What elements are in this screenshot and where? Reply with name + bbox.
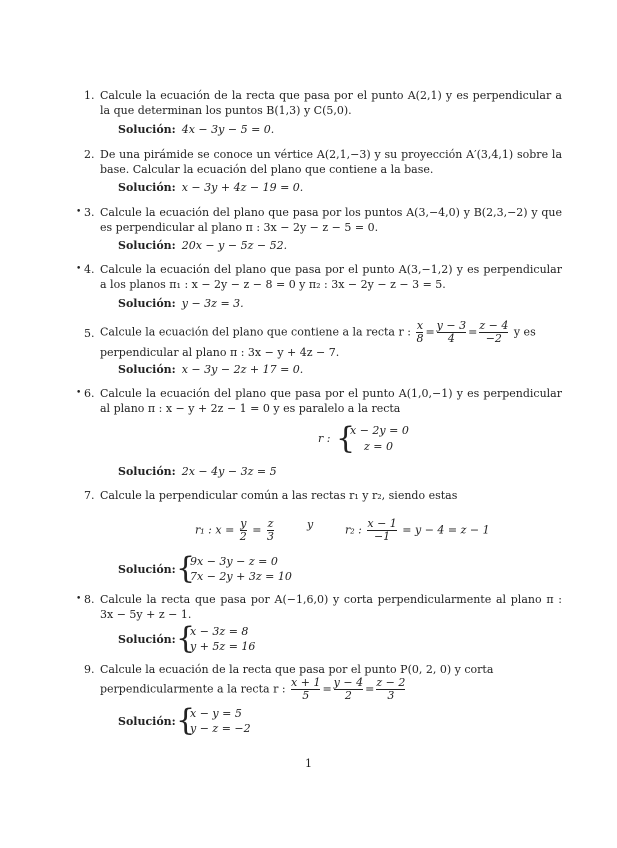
solution-text: x − 3y − 2z + 17 = 0. (181, 363, 304, 376)
frac-den: 3 (376, 689, 405, 702)
solution-eq-2: y + 5z = 16 (190, 640, 256, 653)
problem-6 (76, 386, 562, 416)
fraction-x (367, 518, 396, 543)
frac-num: x − 1 (367, 517, 397, 530)
solution-label: Solución: (118, 465, 176, 478)
brace-icon: { (336, 421, 356, 456)
solution-label: Solución: (118, 181, 176, 194)
frac-den: 4 (437, 332, 466, 345)
problem-text-after: y es (513, 325, 536, 339)
solution-eq-1: x − 3z = 8 (190, 625, 249, 638)
page-number: 1 (305, 757, 312, 770)
connector-y: y (307, 518, 314, 531)
problem-number: 5. (84, 327, 95, 340)
frac-num: y − 4 (333, 676, 364, 689)
problem-text-line2: perpendicular al plano π : 3x − y + 4z − 7. (100, 346, 340, 359)
fraction-y (334, 677, 363, 702)
r2-label: r₂ : (345, 523, 362, 537)
recta-label: r : (318, 432, 331, 445)
brace-icon: { (176, 551, 196, 586)
frac-den: −1 (367, 530, 396, 543)
bullet-mark: • (76, 388, 82, 398)
problem-number: 6. (84, 387, 95, 400)
fraction-y (240, 518, 247, 543)
solution-eq-2: y − z = −2 (190, 722, 251, 735)
solution-eq-1: x − y = 5 (190, 707, 242, 720)
rectas-r1-r2 (195, 510, 495, 544)
problem-2 (84, 147, 562, 177)
fraction-z (267, 518, 274, 543)
problem-text: Calcule la recta que pasa por A(−1,6,0) y corta perpendicularmente al plano π : 3x − 5y + z − 1. (100, 593, 562, 621)
r1-eq-sign: = (252, 523, 262, 537)
problem-8 (76, 592, 562, 622)
solution-label: Solución: (118, 123, 176, 136)
recta-eq-2: z = 0 (364, 440, 394, 453)
solution-2 (118, 180, 303, 195)
solution-1 (118, 122, 274, 137)
brace-icon: { (176, 703, 196, 738)
fraction-y (437, 320, 466, 345)
problem-text: Calcule la ecuación de la recta que pasa por el punto A(2,1) y es perpendicular a la que determinan los puntos B(1,3) y C(5,0). (100, 89, 562, 117)
frac-num: x + 1 (291, 676, 321, 689)
frac-den: −2 (479, 332, 508, 345)
solution-text: 20x − y − 5z − 52. (181, 239, 288, 252)
problem-number: 1. (84, 89, 95, 102)
r1-label: r₁ : x = (195, 523, 235, 537)
fraction-z (376, 677, 405, 702)
problem-text: De una pirámide se conoce un vértice A(2,1,−3) y su proyección A′(3,4,1) sobre la base. Calcular la ecuación del plano que contiene a la base. (100, 148, 562, 176)
solution-text: 4x − 3y − 5 = 0. (181, 123, 275, 136)
solution-4 (118, 296, 244, 311)
solution-6 (118, 464, 277, 479)
frac-den: 3 (267, 530, 275, 543)
problem-number: 8. (84, 593, 95, 606)
problem-4 (76, 262, 562, 292)
problem-text: Calcule la perpendicular común a las rectas r₁ y r₂, siendo estas (100, 489, 458, 502)
solution-label: Solución: (118, 297, 176, 310)
solution-label: Solución: (118, 563, 176, 576)
frac-den: 8 (416, 332, 424, 345)
problem-1 (84, 88, 562, 118)
problem-number: 3. (84, 206, 95, 219)
problem-3 (76, 205, 562, 235)
solution-7 (118, 551, 378, 586)
problem-text-line1: Calcule la ecuación del plano que contiene a la recta r : $\frac{x}{8}$ = $\frac{y - 3}{4}$ = $\frac{z - 4}{-2}$ y es (100, 319, 536, 345)
frac-den: 2 (239, 530, 247, 543)
frac-den: 2 (334, 689, 363, 702)
problem-text: Calcule la ecuación del plano que pasa por el punto A(1,0,−1) y es perpendicular al plano π : x − y + 2z − 1 = 0 y es paralelo a la recta (100, 387, 562, 415)
frac-num: y − 3 (436, 319, 467, 332)
bullet-mark: • (76, 264, 82, 274)
solution-5 (118, 362, 303, 377)
problem-text: Calcule la ecuación del plano que pasa por los puntos A(3,−4,0) y B(2,3,−2) y que es perpendicular al plano π : 3x − 2y − z − 5 = 0. (100, 206, 562, 234)
r2-rest: = y − 4 = z − 1 (402, 523, 490, 537)
solution-label: Solución: (118, 239, 176, 252)
bullet-mark: • (76, 207, 82, 217)
recta-system (318, 422, 438, 458)
frac-num: z − 2 (376, 676, 406, 689)
solution-9 (118, 703, 318, 738)
fraction-x (416, 320, 423, 345)
brace-icon: { (176, 621, 196, 656)
r2-equation (345, 518, 490, 543)
frac-den: 5 (291, 689, 320, 702)
fraction-z (479, 320, 508, 345)
frac-num: z (267, 517, 274, 530)
problem-number: 4. (84, 263, 95, 276)
bullet-mark: • (76, 594, 82, 604)
problem-number: 9. (84, 663, 95, 676)
solution-3 (118, 238, 287, 253)
problem-text: Calcule la ecuación de la recta que pasa por el punto P(0, 2, 0) y corta perpendicularmente a la recta r : (100, 663, 494, 696)
solution-text: y − 3z = 3. (181, 297, 244, 310)
problem-number: 7. (84, 489, 95, 502)
solution-text: x − 3y + 4z − 19 = 0. (181, 181, 304, 194)
solution-8 (118, 621, 318, 656)
solution-label: Solución: (118, 633, 176, 646)
solution-label: Solución: (118, 363, 176, 376)
r1-equation (195, 518, 276, 543)
frac-num: y (240, 517, 247, 530)
solution-eq-1: 9x − 3y − z = 0 (190, 555, 278, 568)
problem-text: Calcule la ecuación del plano que pasa por el punto A(3,−1,2) y es perpendicular a los planos π₁ : x − 2y − z − 8 = 0 y π₂ : 3x − 2y − z − 3 = 5. (100, 263, 562, 291)
fraction-x (291, 677, 320, 702)
frac-num: x (416, 319, 424, 332)
problem-9: 9. Calcule la ecuación de la recta que pasa por el punto P(0, 2, 0) y corta perpendicularmente a la recta r : $\frac{x + 1}{5}$ = $\frac{y - 4}{2}$ = $\frac{z - 2}{3}$ (84, 663, 494, 702)
problem-7 (84, 488, 562, 503)
solution-eq-2: 7x − 2y + 3z = 10 (190, 570, 292, 583)
recta-eq-1: x − 2y = 0 (350, 424, 409, 437)
problem-text: Calcule la ecuación del plano que contiene a la recta r : (100, 325, 411, 339)
frac-num: z − 4 (479, 319, 509, 332)
solution-label: Solución: (118, 715, 176, 728)
problem-number: 2. (84, 148, 95, 161)
solution-text: 2x − 4y − 3z = 5 (181, 465, 277, 478)
problem-5 (84, 319, 562, 360)
